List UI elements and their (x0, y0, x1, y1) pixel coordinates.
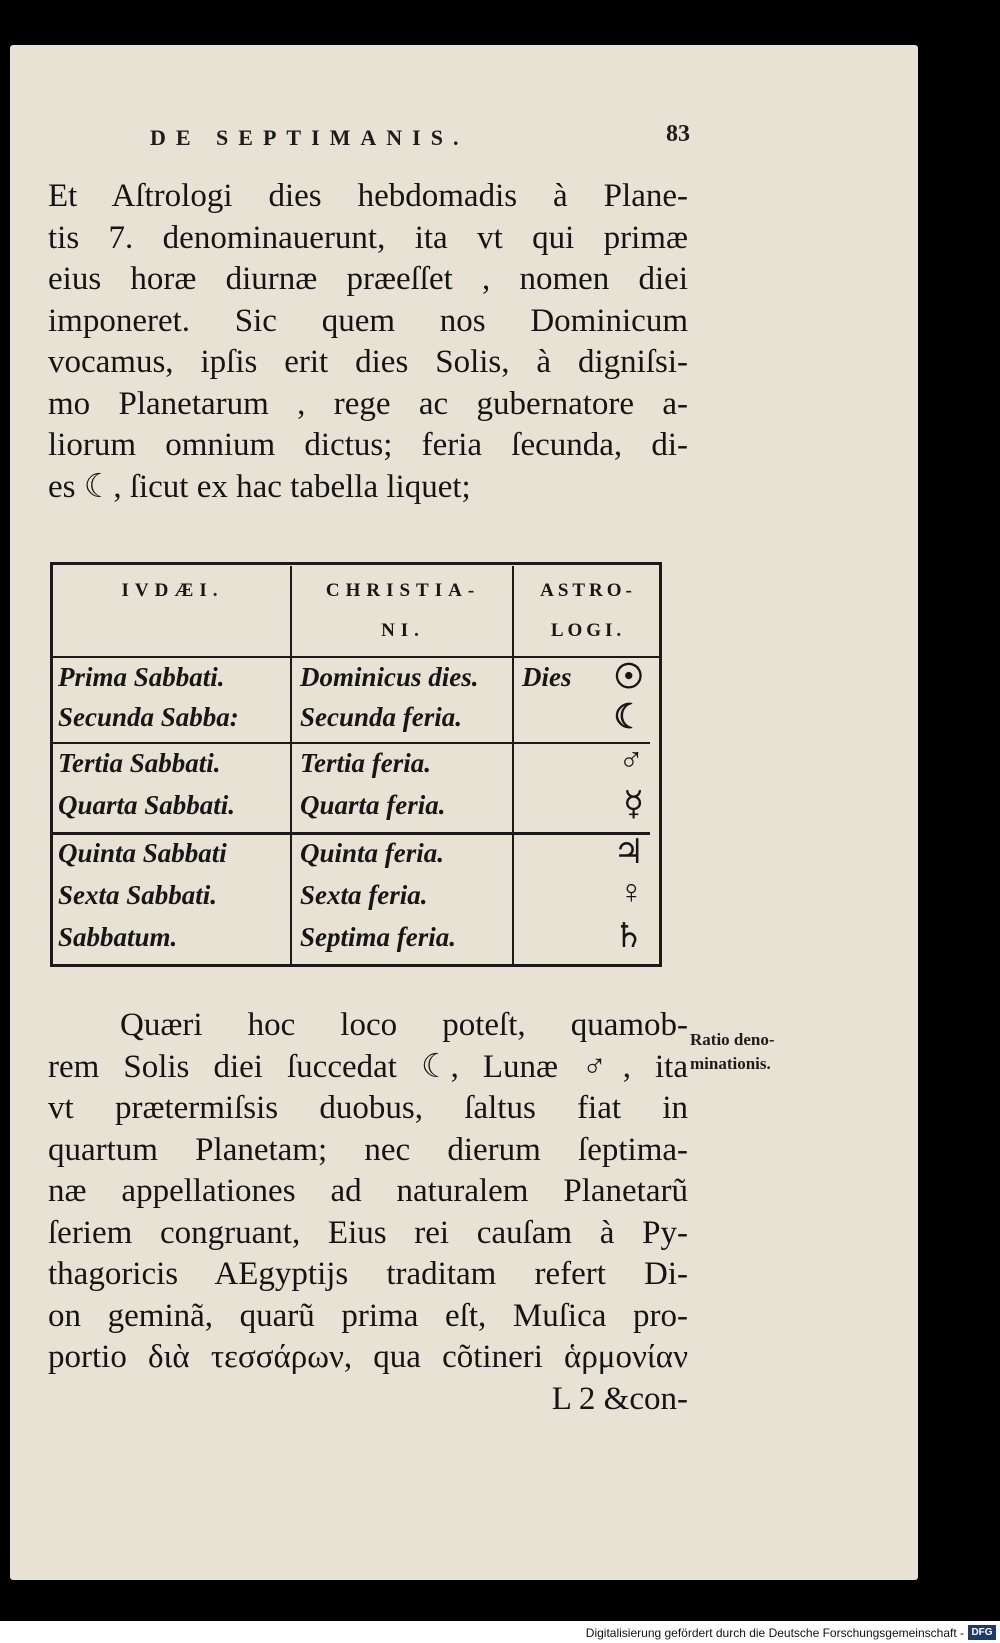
text-line: Et Aſtrologi dies hebdomadis à Plane- (48, 178, 688, 214)
table-rule (50, 656, 662, 658)
text-line: on geminã, quarũ prima eſt, Muſica pro- (48, 1297, 688, 1334)
column-header-christiani-2: NI. (381, 620, 425, 641)
text-line: eius horæ diurnæ præeſſet , nomen diei (48, 261, 688, 297)
table-cell: Quarta feria. (300, 790, 446, 820)
table-cell: Tertia feria. (300, 748, 431, 778)
table-cell: Quinta feria. (300, 838, 445, 868)
margin-note-line: Ratio deno- (690, 1030, 775, 1049)
text-line: portio διὰ τεσσάρων, qua cõtineri ἁρμονίαν (48, 1339, 688, 1375)
table-rule (659, 562, 662, 967)
table-rule (50, 562, 662, 565)
text-line: vt prætermiſsis duobus, ſaltus fiat in (48, 1090, 688, 1126)
column-header-christiani: CHRISTIA- (325, 580, 481, 601)
table-rule (512, 566, 514, 964)
column-header-astrologi: ASTRO- (540, 580, 636, 601)
table-cell: Prima Sabbati. (58, 662, 225, 692)
text-line: mo Planetarum , rege ac gubernatore a- (48, 385, 688, 422)
text-line: ſeriem congruant, Eius rei cauſam à Py- (48, 1214, 688, 1251)
marginal-note (690, 1028, 840, 1076)
paragraph-1 (48, 176, 688, 508)
weekday-table (50, 562, 662, 967)
table-rule (50, 964, 662, 967)
table-cell: Dominicus dies. (300, 662, 479, 692)
text-line: quartum Planetam; nec dierum ſeptima- (48, 1131, 688, 1168)
column-header-iudaei: IVDÆI. (121, 580, 224, 601)
margin-note-line: minationis. (690, 1054, 771, 1073)
table-cell: Secunda Sabba: (58, 702, 239, 732)
table-cell: Quinta Sabbati (58, 838, 227, 868)
table-cell: Sabbatum. (58, 922, 178, 952)
text-line: tis 7. denominauerunt, ita vt qui primæ (48, 219, 688, 256)
paragraph-2 (48, 1005, 688, 1420)
table-cell: Septima feria. (300, 922, 456, 952)
column-header-astrologi-2: LOGI. (550, 620, 626, 641)
text-line: næ appellationes ad naturalem Planetarũ (48, 1173, 688, 1209)
table-rule (50, 562, 53, 967)
table-cell: Secunda feria. (300, 702, 462, 732)
page-number: 83 (666, 121, 690, 147)
text-line: rem Solis diei ſuccedat ☾, Lunæ ♂, ita (48, 1048, 688, 1085)
dfg-logo-icon: DFG (968, 1625, 996, 1640)
funding-notice: Digitalisierung gefördert durch die Deutsche Forschungsgemeinschaft - (585, 1626, 964, 1640)
header-title: DE SEPTIMANIS. (150, 125, 469, 150)
table-rule (290, 566, 292, 964)
catchword-line: L 2 &con- (551, 1380, 688, 1417)
saturn-symbol: ♄ (613, 918, 644, 955)
table-rule (50, 832, 650, 835)
text-line: liorum omnium dictus; feria ſecunda, di- (48, 427, 688, 463)
mars-symbol: ♂ (618, 742, 644, 779)
footer-bar (0, 1621, 1000, 1643)
table-cell: Tertia Sabbati. (58, 748, 221, 778)
text-line: thagoricis AEgyptijs traditam refert Di- (48, 1256, 688, 1292)
running-header (150, 121, 690, 155)
venus-symbol: ♀ (618, 874, 644, 911)
moon-symbol: ☾ (613, 699, 644, 736)
jupiter-symbol: ♃ (613, 834, 644, 871)
text-line: imponeret. Sic quem nos Dominicum (48, 302, 688, 339)
table-cell: Sexta Sabbati. (58, 880, 218, 910)
text-line: vocamus, ipſis erit dies Solis, à digniſsi- (48, 344, 688, 380)
table-rule (50, 742, 650, 744)
sun-symbol: ☉ (613, 659, 644, 696)
table-cell: Dies (522, 662, 572, 692)
text-line: Quæri hoc loco poteſt, quamob- (120, 1007, 688, 1043)
table-cell: Quarta Sabbati. (58, 790, 236, 820)
text-line: es ☾, ſicut ex hac tabella liquet; (48, 468, 471, 505)
table-cell: Sexta feria. (300, 880, 428, 910)
mercury-symbol: ☿ (623, 786, 644, 823)
